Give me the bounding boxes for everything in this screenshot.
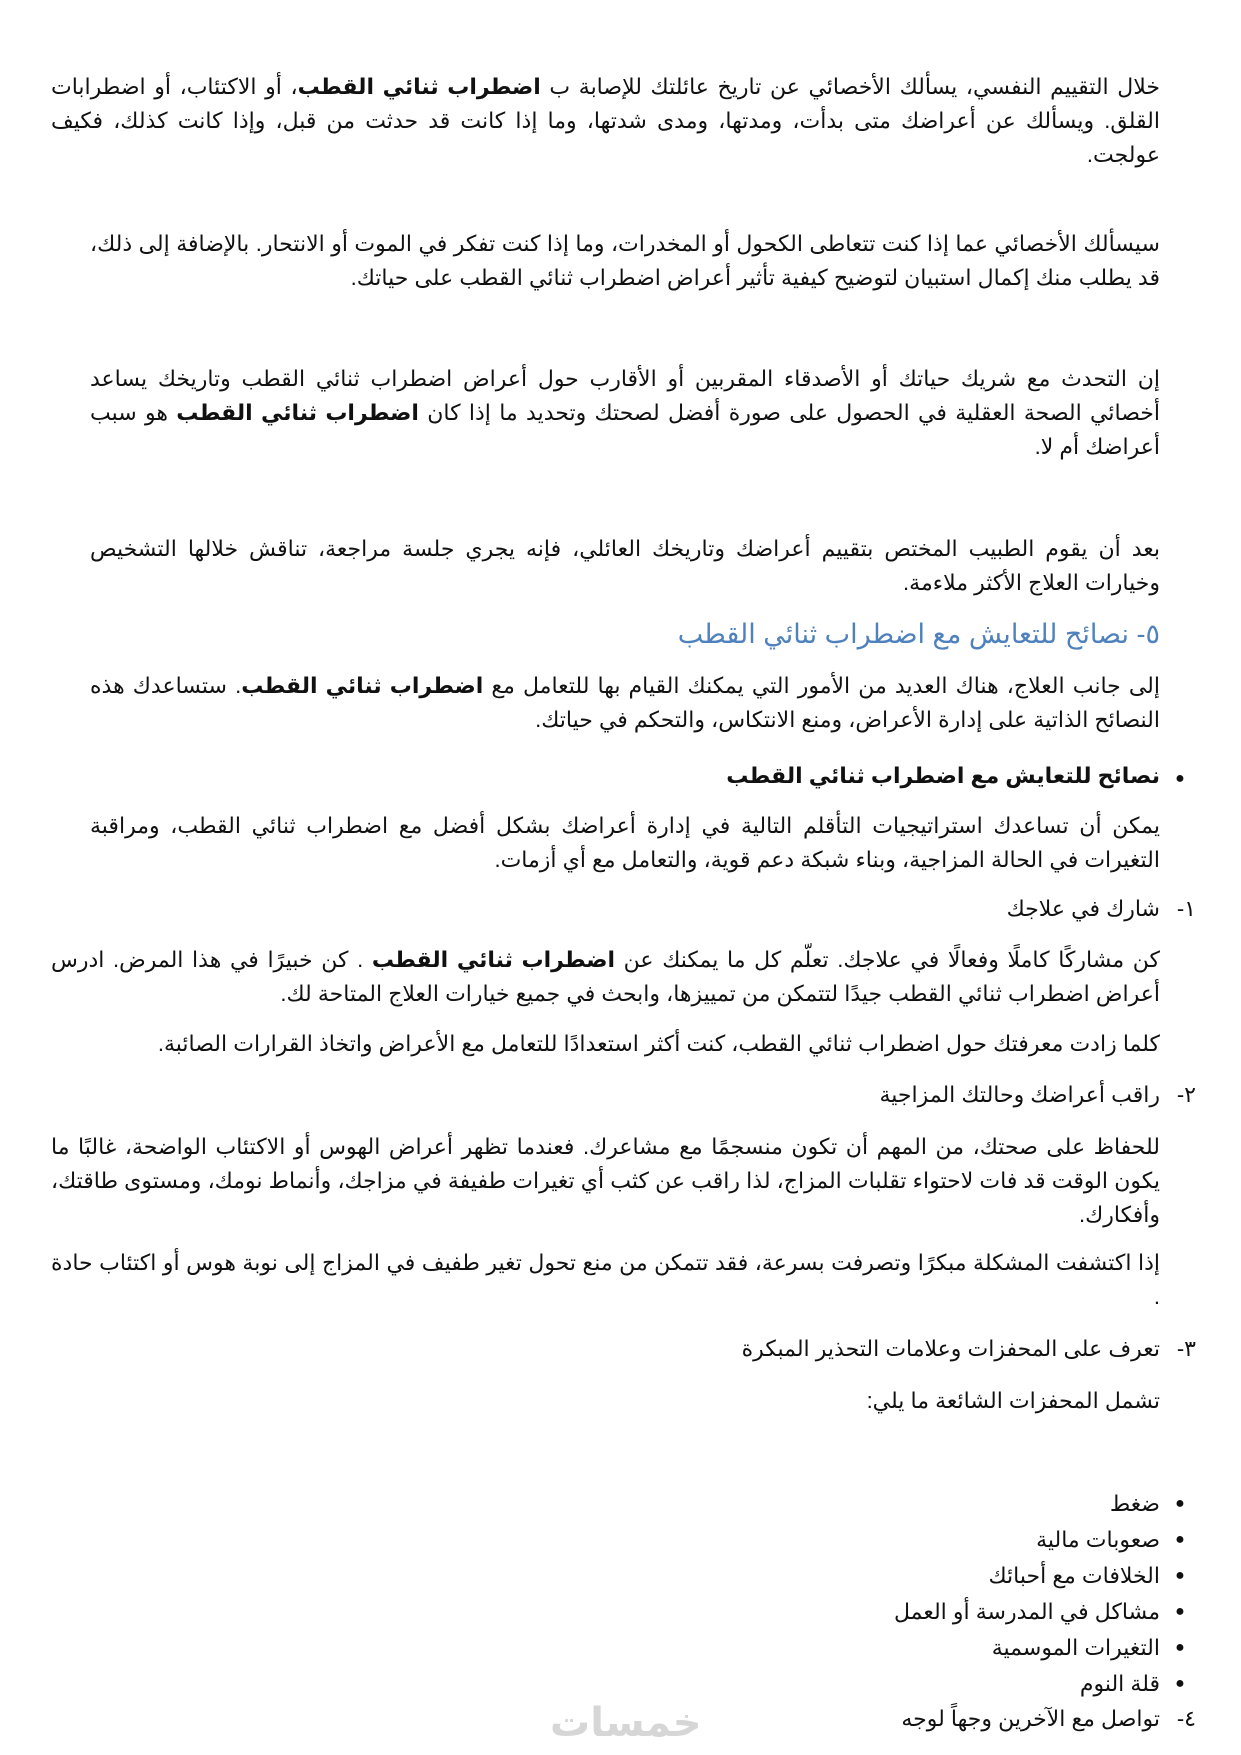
paragraph-coping-strategies: يمكن أن تساعدك استراتيجيات التأقلم التالية في إدارة أعراضك بشكل أفضل مع اضطراب ثنائي القطب، ومراقبة التغيرات في الحالة المزاجية، وبناء شبكة دعم قوية، والتعامل مع أي أزمات. [90,813,1160,872]
list-item-text: مشاكل في المدرسة أو العمل [893,1599,1160,1624]
item-number: ١- [1176,896,1196,921]
bullet-icon: ● [1175,1603,1185,1620]
bullet-icon: ● [1175,1567,1185,1584]
item-label: تعرف على المحفزات وعلامات التحذير المبكرة [741,1336,1160,1361]
paragraph-review-session: بعد أن يقوم الطبيب المختص بتقييم أعراضك وتاريخك العائلي، فإنه يجري جلسة مراجعة، تناقش خلالها التشخيص وخيارات العلاج الأكثر ملاءمة. [90,536,1160,595]
section-heading-5: ٥- نصائح للتعايش مع اضطراب ثنائي القطب [677,619,1160,649]
bold-term: اضطراب ثنائي القطب [241,673,484,698]
item-label: راقب أعراضك وحالتك المزاجية [879,1082,1160,1107]
item-label: شارك في علاجك [1006,896,1160,921]
item-label: تواصل مع الآخرين وجهاً لوجه [901,1706,1160,1731]
text: خلال التقييم النفسي، يسألك الأخصائي عن تاريخ عائلتك للإصابة ب [540,74,1160,99]
bullet-icon: ● [1175,1639,1185,1656]
paragraph-participate [51,943,1160,1011]
list-item [51,1522,1200,1558]
bullet-icon: ● [1175,1675,1185,1692]
item-number: ٤- [1176,1706,1196,1731]
list-item [51,1486,1200,1522]
bold-term: اضطراب ثنائي القطب [176,400,419,425]
text: كن مشاركًا كاملًا وفعالًا في علاجك. تعلّم كل ما يمكنك عن [615,947,1160,972]
list-item-text: صعوبات مالية [1036,1527,1160,1552]
triggers-list [51,1486,1200,1702]
text: هو سبب أعراضك أم لا. [90,400,1160,459]
text: إلى جانب العلاج، هناك العديد من الأمور التي يمكنك القيام بها للتعامل مع [483,673,1160,698]
paragraph-early-detection: إذا اكتشفت المشكلة مبكرًا وتصرفت بسرعة، فقد تتمكن من منع تحول تغير طفيف في المزاج إلى نوبة هوس أو اكتئاب حادة . [51,1250,1160,1309]
paragraph-beyond-treatment [90,669,1160,737]
text: . ستساعدك هذه النصائح الذاتية على إدارة الأعراض، ومنع الانتكاس، والتحكم في حياتك. [90,673,1160,732]
list-item-text: الخلافات مع أحبائك [988,1563,1160,1588]
numbered-item-2 [51,1078,1196,1112]
list-item-text: التغيرات الموسمية [991,1635,1160,1660]
list-item [51,1666,1200,1702]
bullet-icon: ● [1175,770,1185,787]
bold-term: اضطراب ثنائي القطب [371,947,616,972]
paragraph-knowledge: كلما زادت معرفتك حول اضطراب ثنائي القطب، كنت أكثر استعدادًا للتعامل مع الأعراض واتخاذ القرارات الصائبة. [157,1031,1160,1056]
numbered-item-3 [51,1332,1196,1366]
text: ، أو الاكتئاب، أو اضطرابات القلق. ويسألك عن أعراضك متى بدأت، ومدتها، ومدى شدتها، وما إذا كانت قد حدثت من قبل، وإذا كانت كذلك، فكيف عولجت. [51,74,1160,167]
item-number: ٢- [1176,1082,1196,1107]
list-item [51,1630,1200,1666]
text: . كن خبيرًا في هذا المرض. ادرس أعراض اضطراب ثنائي القطب جيدًا لتتمكن من تمييزها، وابحث في جميع خيارات العلاج المتاحة لك. [51,947,1160,1006]
bullet-heading [51,759,1200,796]
list-item [51,1558,1200,1594]
bold-term: اضطراب ثنائي القطب [297,74,541,99]
bullet-icon: ● [1175,1495,1185,1512]
watermark-logo: خمسات [550,1701,702,1745]
list-item [51,1594,1200,1630]
list-item-text: قلة النوم [1079,1671,1160,1696]
text: إن التحدث مع شريك حياتك أو الأصدقاء المقربين أو الأقارب حول أعراض اضطراب ثنائي القطب وتاريخك يساعد أخصائي الصحة العقلية في الحصول على صورة أفضل لصحتك وتحديد ما إذا كان [90,366,1160,425]
item-number: ٣- [1176,1336,1196,1361]
paragraph-talk-partner [90,362,1160,464]
bullet-icon: ● [1175,1531,1185,1548]
bullet-heading-text: نصائح للتعايش مع اضطراب ثنائي القطب [726,763,1160,788]
paragraph-monitor-mood: للحفاظ على صحتك، من المهم أن تكون منسجمًا مع مشاعرك. فعندما تظهر أعراض الهوس أو الاكتئاب الواضحة، غالبًا ما يكون الوقت قد فات لاحتواء تقلبات المزاج، لذا راقب عن كثب أي تغيرات طفيفة في مزاجك، وأنماط نومك، ومستوى طاقتك، وأفكارك. [51,1134,1160,1227]
numbered-item-1 [51,892,1196,926]
list-item-text: ضغط [1109,1491,1160,1516]
triggers-intro: تشمل المحفزات الشائعة ما يلي: [866,1388,1160,1413]
paragraph-psych-evaluation [51,70,1160,172]
paragraph-substance-questions: سيسألك الأخصائي عما إذا كنت تتعاطى الكحول أو المخدرات، وما إذا كنت تفكر في الموت أو الانتحار. بالإضافة إلى ذلك، قد يطلب منك إكمال استبيان لتوضيح كيفية تأثير أعراض اضطراب ثنائي القطب على حياتك. [90,231,1160,290]
